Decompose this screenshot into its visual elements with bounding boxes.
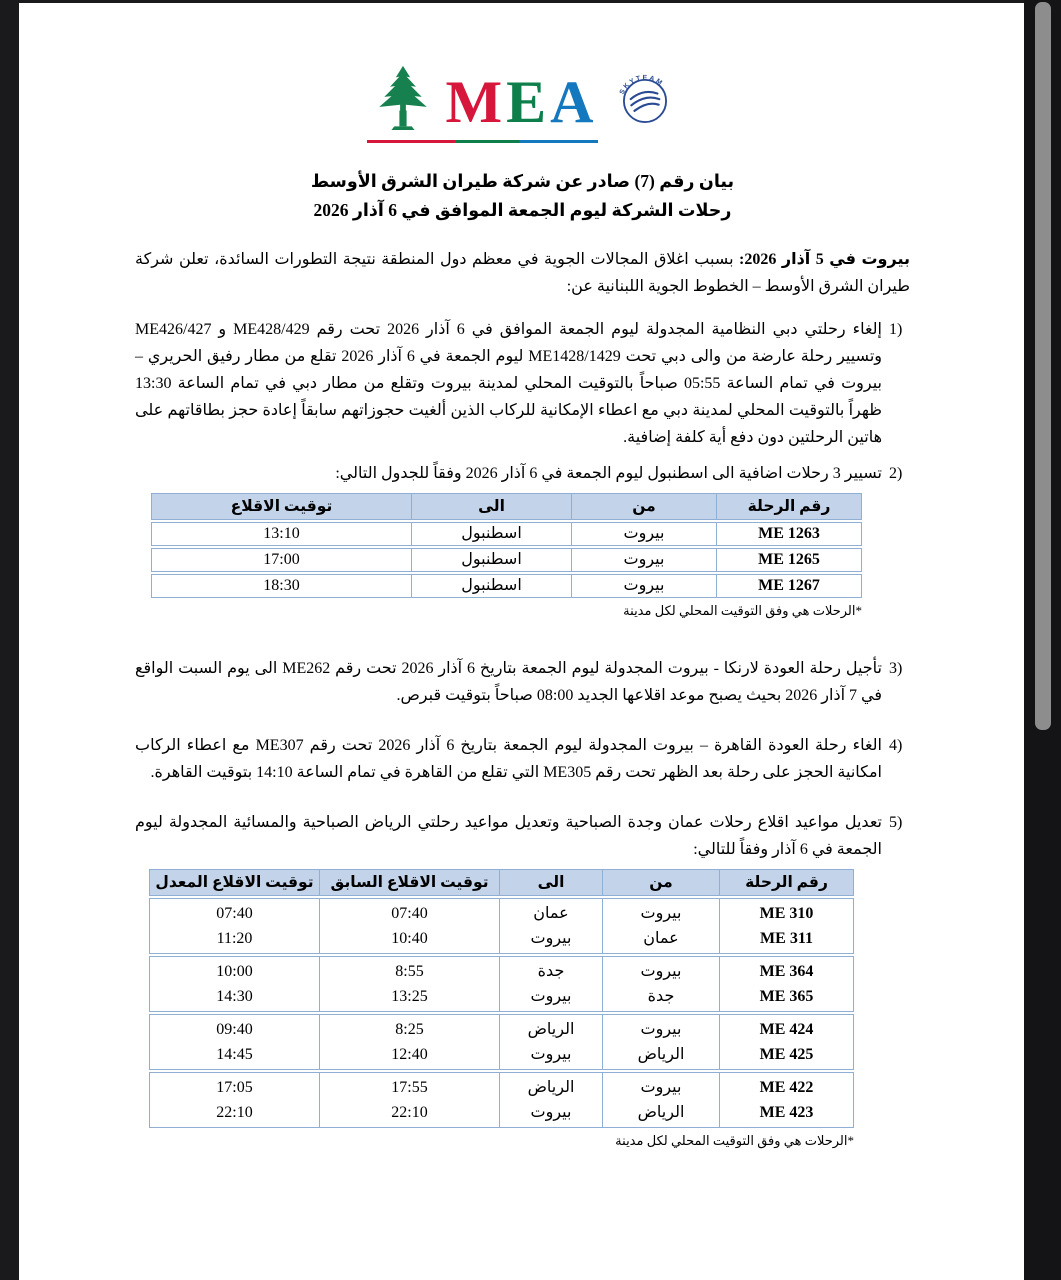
flight-number-cell <box>719 898 854 954</box>
column-header: رقم الرحلة <box>719 869 854 896</box>
column-header: الى <box>499 869 602 896</box>
cell-line: 14:30 <box>216 988 253 1005</box>
cell-line: جدة <box>647 988 675 1005</box>
table-cell: 17:00 <box>151 548 411 572</box>
table-cell: اسطنبول <box>411 548 571 572</box>
flight-number-cell <box>719 1072 854 1128</box>
cell-line: 13:25 <box>391 988 428 1005</box>
flight-number-cell <box>719 1014 854 1070</box>
item-2-text: تسيير 3 رحلات اضافية الى اسطنبول ليوم الجمعة في 6 آذار 2026 وفقاً للجدول التالي: <box>335 465 882 482</box>
cell-line: الرياض <box>527 1079 575 1096</box>
revised-times-table <box>149 867 854 1130</box>
table-cell <box>499 1014 602 1070</box>
cell-line: بيروت <box>530 1104 572 1121</box>
table-cell <box>149 1014 319 1070</box>
cell-line: عمان <box>643 930 679 947</box>
skyteam-label: SKYTEAM <box>618 74 665 96</box>
scrollbar-thumb[interactable] <box>1035 2 1051 730</box>
scrollbar-track[interactable] <box>1024 0 1061 1280</box>
cell-line: 14:45 <box>216 1046 253 1063</box>
item-1-marker: 1) <box>889 321 903 338</box>
cell-line: بيروت <box>530 1046 572 1063</box>
statement-title-line2: رحلات الشركة ليوم الجمعة الموافق في 6 آذار 2026 <box>313 200 732 220</box>
list-item-3 <box>135 655 910 709</box>
column-header: توقيت الاقلاع السابق <box>319 869 499 896</box>
table-row <box>151 574 862 598</box>
skyteam-logo-icon <box>614 65 676 132</box>
flight-number-cell: ME 1263 <box>716 522 862 546</box>
table-cell <box>602 956 719 1012</box>
cell-line: ME 365 <box>759 988 814 1005</box>
table-cell: اسطنبول <box>411 522 571 546</box>
intro-text: بسبب اغلاق المجالات الجوية في معظم دول المنطقة نتيجة التطورات السائدة، تعلن شركة طيران الشرق الأوسط – الخطوط الجوية اللبنانية عن: <box>135 251 910 295</box>
cell-line: بيروت <box>640 1021 682 1038</box>
item-5-text: تعديل مواعيد اقلاع رحلات عمان وجدة الصباحية وتعديل مواعيد رحلتي الرياض الصباحية والمسائية المجدولة ليوم الجمعة في 6 آذار وفقاً للتالي: <box>135 814 882 858</box>
list-item-1 <box>135 316 910 451</box>
table-row <box>151 522 862 546</box>
mea-wordmark <box>367 63 597 143</box>
cell-line: ME 422 <box>759 1079 814 1096</box>
cell-line: 22:10 <box>391 1104 428 1121</box>
intro-dateline: بيروت في 5 آذار 2026: <box>739 251 910 268</box>
column-header: الى <box>411 493 571 520</box>
table-cell: 13:10 <box>151 522 411 546</box>
item-4-text: الغاء رحلة العودة القاهرة – بيروت المجدولة ليوم الجمعة بتاريخ 6 آذار 2026 تحت رقم ME307 مع اعطاء الركاب امكانية الحجز على رحلة بعد الظهر تحت رقم ME305 التي تقلع من القاهرة في تمام الساعة 14:10 بتوقيت القاهرة. <box>135 737 883 781</box>
table-cell: 18:30 <box>151 574 411 598</box>
cell-line: بيروت <box>640 905 682 922</box>
flight-number-cell <box>719 956 854 1012</box>
list-item-5 <box>135 809 910 863</box>
table-row-group <box>149 1014 854 1070</box>
letter-a: A <box>550 68 598 135</box>
letter-m: M <box>445 68 507 135</box>
item-3-text: تأجيل رحلة العودة لارنكا - بيروت المجدولة ليوم الجمعة بتاريخ 6 آذار 2026 تحت رقم ME262 الى يوم السبت الواقع في 7 آذار 2026 بحيث يصبح موعد اقلاعها الجديد 08:00 صباحاً بتوقيت قبرص. <box>135 660 883 704</box>
table2-header-row <box>149 869 854 896</box>
table-cell <box>149 1072 319 1128</box>
table-cell <box>499 1072 602 1128</box>
table-row-group <box>149 1072 854 1128</box>
item-4-marker: 4) <box>889 737 903 754</box>
statement-title-line1: بيان رقم (7) صادر عن شركة طيران الشرق الأوسط <box>310 171 735 191</box>
column-header: توقيت الاقلاع المعدل <box>149 869 319 896</box>
item-5-marker: 5) <box>889 814 903 831</box>
cell-line: 22:10 <box>216 1104 253 1121</box>
table-cell <box>319 1072 499 1128</box>
table-cell <box>149 956 319 1012</box>
table-cell <box>602 898 719 954</box>
cell-line: بيروت <box>530 930 572 947</box>
table-row <box>151 548 862 572</box>
document-page <box>19 3 1024 1280</box>
cell-line: ME 310 <box>759 905 814 922</box>
column-header: رقم الرحلة <box>716 493 862 520</box>
table-cell: اسطنبول <box>411 574 571 598</box>
cell-line: ME 425 <box>759 1046 814 1063</box>
table-cell <box>319 956 499 1012</box>
cell-line: 07:40 <box>391 905 428 922</box>
table-cell: بيروت <box>571 548 716 572</box>
flight-number-cell: ME 1265 <box>716 548 862 572</box>
column-header: توقيت الاقلاع <box>151 493 411 520</box>
timing-footnote-1: *الرحلات هي وفق التوقيت المحلي لكل مدينة <box>623 603 862 618</box>
cell-line: ME 424 <box>759 1021 814 1038</box>
table-row-group <box>149 956 854 1012</box>
istanbul-flights-table <box>151 491 862 600</box>
cell-line: بيروت <box>530 988 572 1005</box>
cell-line: عمان <box>533 905 569 922</box>
cell-line: 8:25 <box>395 1021 424 1038</box>
table-cell <box>602 1072 719 1128</box>
cell-line: الرياض <box>637 1104 685 1121</box>
cell-line: 17:05 <box>216 1079 253 1096</box>
table-cell: بيروت <box>571 574 716 598</box>
cell-line: بيروت <box>640 1079 682 1096</box>
cell-line: 12:40 <box>391 1046 428 1063</box>
document-content <box>19 167 1024 1150</box>
table-cell <box>319 898 499 954</box>
cell-line: 17:55 <box>391 1079 428 1096</box>
table1-header-row <box>151 493 862 520</box>
statement-title <box>135 167 910 225</box>
cell-line: 10:00 <box>216 963 253 980</box>
cell-line: 07:40 <box>216 905 253 922</box>
timing-footnote-2: *الرحلات هي وفق التوقيت المحلي لكل مدينة <box>615 1133 854 1148</box>
flight-number-cell: ME 1267 <box>716 574 862 598</box>
cell-line: ME 311 <box>760 930 813 947</box>
cell-line: جدة <box>537 963 565 980</box>
cell-line: الرياض <box>637 1046 685 1063</box>
item-3-marker: 3) <box>889 660 903 677</box>
table1-body <box>151 522 862 598</box>
item-2-marker: 2) <box>889 465 903 482</box>
cell-line: ME 423 <box>759 1104 814 1121</box>
cell-line: 8:55 <box>395 963 424 980</box>
cell-line: 09:40 <box>216 1021 253 1038</box>
table-cell <box>499 956 602 1012</box>
cell-line: ME 364 <box>759 963 814 980</box>
list-item-2 <box>135 460 910 487</box>
letter-e: E <box>506 68 551 135</box>
table-cell <box>319 1014 499 1070</box>
table-row-group <box>149 898 854 954</box>
mea-logo <box>19 63 1024 143</box>
table2-body <box>149 898 854 1128</box>
item-1-text: إلغاء رحلتي دبي النظامية المجدولة ليوم الجمعة الموافق في 6 آذار 2026 تحت رقم ME428/429 و ME426/427 وتسيير رحلة عارضة من والى دبي تحت ME1428/1429 ليوم الجمعة في 6 آذار 2026 تقلع من مطار رفيق الحريري – بيروت في تمام الساعة 05:55 صباحاً بالتوقيت المحلي لمدينة بيروت وتقلع من مطار دبي في تمام الساعة 13:30 ظهراً بالتوقيت المحلي لمدينة دبي مع اعطاء الإمكانية للركاب الذين ألغيت حجوزاتهم سابقاً إعادة حجز بطاقاتهم على هاتين الرحلتين دون دفع أية كلفة إضافية. <box>135 321 883 446</box>
intro-paragraph <box>135 246 910 300</box>
cell-line: بيروت <box>640 963 682 980</box>
table-cell: بيروت <box>571 522 716 546</box>
cell-line: 10:40 <box>391 930 428 947</box>
logo-underline <box>367 140 597 143</box>
table-cell <box>149 898 319 954</box>
table-cell <box>499 898 602 954</box>
column-header: من <box>602 869 719 896</box>
table-cell <box>602 1014 719 1070</box>
list-item-4 <box>135 732 910 786</box>
cell-line: الرياض <box>527 1021 575 1038</box>
column-header: من <box>571 493 716 520</box>
cedar-tree-icon <box>367 63 439 140</box>
cell-line: 11:20 <box>216 930 253 947</box>
mea-letters <box>445 68 598 135</box>
